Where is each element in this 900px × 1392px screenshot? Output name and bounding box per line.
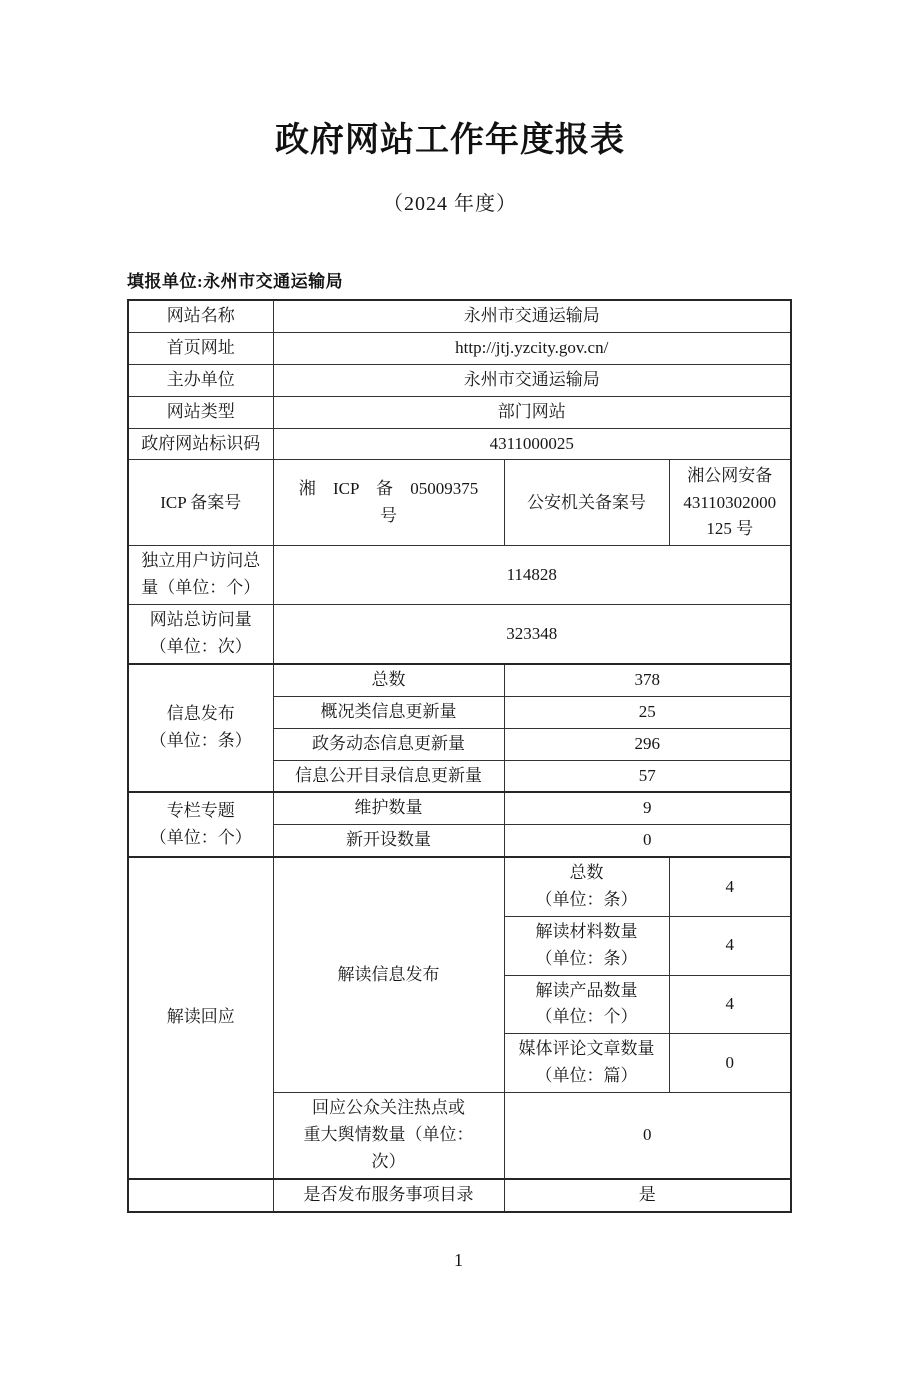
annual-report-table bbox=[127, 299, 792, 1212]
table-row bbox=[128, 364, 791, 396]
organizer-label: 主办单位 bbox=[128, 364, 273, 396]
table-row bbox=[128, 792, 791, 824]
table-row bbox=[128, 396, 791, 428]
security-record-value: 湘公网安备 43110302000 125 号 bbox=[669, 460, 791, 546]
site-name-label: 网站名称 bbox=[128, 300, 273, 332]
special-columns-new-label: 新开设数量 bbox=[273, 825, 504, 857]
interpretation-total-label: 总数 （单位：条） bbox=[504, 857, 669, 916]
table-row bbox=[128, 857, 791, 916]
info-publish-dynamics-label: 政务动态信息更新量 bbox=[273, 728, 504, 760]
site-id-code-label: 政府网站标识码 bbox=[128, 428, 273, 460]
info-publish-directory-label: 信息公开目录信息更新量 bbox=[273, 760, 504, 792]
hotspot-response-label: 回应公众关注热点或 重大舆情数量（单位： 次） bbox=[273, 1092, 504, 1178]
special-columns-maintain-value: 9 bbox=[504, 792, 791, 824]
icp-label: ICP 备案号 bbox=[128, 460, 273, 546]
interpretation-publish-label: 解读信息发布 bbox=[273, 857, 504, 1092]
special-columns-group-label: 专栏专题 （单位：个） bbox=[128, 792, 273, 857]
interpretation-media-value: 0 bbox=[669, 1034, 791, 1093]
interpretation-product-value: 4 bbox=[669, 975, 791, 1034]
unique-visitors-label: 独立用户访问总 量（单位：个） bbox=[128, 546, 273, 605]
unique-visitors-value: 114828 bbox=[273, 546, 791, 605]
table-row bbox=[128, 546, 791, 605]
info-publish-total-value: 378 bbox=[504, 664, 791, 696]
info-publish-directory-value: 57 bbox=[504, 760, 791, 792]
service-directory-value: 是 bbox=[504, 1179, 791, 1212]
info-publish-group-label: 信息发布 （单位：条） bbox=[128, 664, 273, 792]
interpretation-material-value: 4 bbox=[669, 916, 791, 975]
hotspot-response-value: 0 bbox=[504, 1092, 791, 1178]
info-publish-total-label: 总数 bbox=[273, 664, 504, 696]
site-id-code-value: 4311000025 bbox=[273, 428, 791, 460]
empty-section-cell bbox=[128, 1179, 273, 1212]
home-url-value: http://jtj.yzcity.gov.cn/ bbox=[273, 333, 791, 365]
security-record-label: 公安机关备案号 bbox=[504, 460, 669, 546]
interpretation-material-label: 解读材料数量 （单位：条） bbox=[504, 916, 669, 975]
report-sheet bbox=[127, 272, 790, 1271]
service-directory-label: 是否发布服务事项目录 bbox=[273, 1179, 504, 1212]
interpretation-total-value: 4 bbox=[669, 857, 791, 916]
table-row bbox=[128, 605, 791, 664]
site-type-label: 网站类型 bbox=[128, 396, 273, 428]
home-url-label: 首页网址 bbox=[128, 333, 273, 365]
table-row bbox=[128, 664, 791, 696]
interpretation-group-label: 解读回应 bbox=[128, 857, 273, 1178]
site-type-value: 部门网站 bbox=[273, 396, 791, 428]
interpretation-product-label: 解读产品数量 （单位：个） bbox=[504, 975, 669, 1034]
table-row bbox=[128, 428, 791, 460]
page-number: 1 bbox=[454, 1249, 463, 1270]
report-year-subtitle: （2024 年度） bbox=[383, 192, 517, 215]
table-row bbox=[128, 1179, 791, 1212]
info-publish-overview-value: 25 bbox=[504, 696, 791, 728]
total-visits-value: 323348 bbox=[273, 605, 791, 664]
special-columns-maintain-label: 维护数量 bbox=[273, 792, 504, 824]
table-row bbox=[128, 460, 791, 546]
page-title: 政府网站工作年度报表 bbox=[275, 121, 625, 159]
reporting-unit-line: 填报单位:永州市交通运输局 bbox=[127, 271, 344, 291]
total-visits-label: 网站总访问量 （单位：次） bbox=[128, 605, 273, 664]
icp-value: 湘 ICP 备 05009375 号 bbox=[273, 460, 504, 546]
table-row bbox=[128, 300, 791, 332]
organizer-value: 永州市交通运输局 bbox=[273, 364, 791, 396]
info-publish-overview-label: 概况类信息更新量 bbox=[273, 696, 504, 728]
special-columns-new-value: 0 bbox=[504, 825, 791, 857]
site-name-value: 永州市交通运输局 bbox=[273, 300, 791, 332]
info-publish-dynamics-value: 296 bbox=[504, 728, 791, 760]
table-row bbox=[128, 333, 791, 365]
interpretation-media-label: 媒体评论文章数量 （单位：篇） bbox=[504, 1034, 669, 1093]
